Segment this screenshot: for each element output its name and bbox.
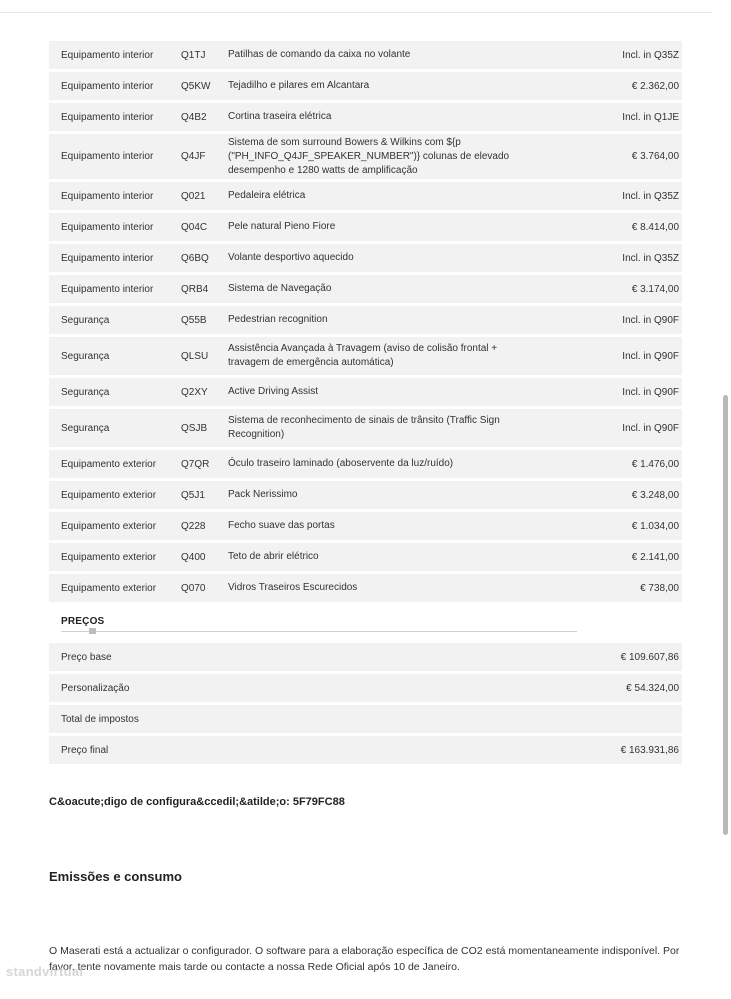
prices-divider-marker xyxy=(89,628,96,634)
option-row xyxy=(49,450,682,478)
emissions-section-title: Emissões e consumo xyxy=(49,869,182,884)
scrollbar-track[interactable] xyxy=(721,0,731,999)
option-description: Pedestrian recognition xyxy=(228,314,328,325)
option-price: € 8.414,00 xyxy=(631,221,679,233)
price-value: € 54.324,00 xyxy=(626,682,679,694)
option-category: Equipamento interior xyxy=(61,190,154,202)
option-code: Q228 xyxy=(181,520,206,532)
option-price: € 2.362,00 xyxy=(631,80,679,92)
option-code: Q4B2 xyxy=(181,111,207,123)
price-row xyxy=(49,705,682,733)
option-price: Incl. in Q90F xyxy=(622,386,679,398)
option-price: Incl. in Q35Z xyxy=(622,190,679,202)
option-category: Equipamento interior xyxy=(61,80,154,92)
price-label: Personalização xyxy=(61,682,130,694)
option-price: € 738,00 xyxy=(640,582,679,594)
top-divider xyxy=(0,0,712,13)
configuration-code: C&oacute;digo de configura&ccedil;&atilde;o: 5F79FC88 xyxy=(49,796,345,808)
option-category: Equipamento interior xyxy=(61,151,154,162)
price-row xyxy=(49,736,682,764)
price-label: Total de impostos xyxy=(61,713,139,725)
option-code: Q55B xyxy=(181,314,207,326)
option-price: € 3.248,00 xyxy=(631,489,679,501)
option-code: QRB4 xyxy=(181,283,209,295)
option-code: Q5KW xyxy=(181,80,211,92)
option-description: Sistema de som surround Bowers & Wilkins com ${p ("PH_INFO_Q4JF_SPEAKER_NUMBER")} colunas de elevado desempenho e 1280 watts de amplificação xyxy=(228,136,510,176)
option-row xyxy=(49,378,682,406)
option-category: Segurança xyxy=(61,350,110,362)
option-description: Fecho suave das portas xyxy=(228,520,335,531)
option-price: Incl. in Q35Z xyxy=(622,252,679,264)
option-row xyxy=(49,244,682,272)
option-price: € 2.141,00 xyxy=(631,551,679,563)
option-category: Segurança xyxy=(61,386,110,398)
option-row xyxy=(49,337,682,375)
prices-table xyxy=(49,643,682,767)
prices-section-title: PREÇOS xyxy=(61,616,105,627)
price-label: Preço final xyxy=(61,744,109,756)
option-price: Incl. in Q35Z xyxy=(622,49,679,61)
option-description: Volante desportivo aquecido xyxy=(228,252,354,263)
option-category: Equipamento exterior xyxy=(61,489,157,501)
option-category: Equipamento interior xyxy=(61,111,154,123)
price-label: Preço base xyxy=(61,651,112,663)
option-description: Patilhas de comando da caixa no volante xyxy=(228,49,411,60)
option-price: € 1.034,00 xyxy=(631,520,679,532)
option-description: Sistema de Navegação xyxy=(228,283,332,294)
option-row xyxy=(49,275,682,303)
option-code: Q6BQ xyxy=(181,252,209,264)
option-row xyxy=(49,512,682,540)
option-description: Teto de abrir elétrico xyxy=(228,551,319,562)
option-category: Equipamento exterior xyxy=(61,551,157,563)
option-category: Segurança xyxy=(61,422,110,434)
option-price: Incl. in Q1JE xyxy=(622,111,679,123)
option-category: Equipamento exterior xyxy=(61,458,157,470)
option-code: Q4JF xyxy=(181,151,206,162)
option-row xyxy=(49,543,682,571)
options-table xyxy=(49,41,682,605)
option-description: Cortina traseira elétrica xyxy=(228,111,332,122)
option-row xyxy=(49,574,682,602)
option-row xyxy=(49,134,682,179)
option-category: Equipamento exterior xyxy=(61,520,157,532)
option-description: Vidros Traseiros Escurecidos xyxy=(228,582,358,593)
option-category: Equipamento exterior xyxy=(61,582,157,594)
price-row xyxy=(49,643,682,671)
emissions-notice: O Maserati está a actualizar o configurador. O software para a elaboração específica de CO2 está momentaneamente indisponível. Por favor, tente novamente mais tarde ou contacte a nossa Rede Oficial após 10 de Janeiro. xyxy=(49,945,680,973)
option-price: € 3.764,00 xyxy=(631,151,679,162)
option-price: Incl. in Q90F xyxy=(622,422,679,434)
option-row xyxy=(49,481,682,509)
option-description: Sistema de reconhecimento de sinais de trânsito (Traffic Sign Recognition) xyxy=(228,415,500,440)
option-row xyxy=(49,72,682,100)
option-description: Assistência Avançada à Travagem (aviso de colisão frontal + travagem de emergência automática) xyxy=(228,343,498,368)
price-value: € 109.607,86 xyxy=(620,651,679,663)
option-row xyxy=(49,41,682,69)
option-code: Q04C xyxy=(181,221,208,233)
option-price: Incl. in Q90F xyxy=(622,350,679,362)
option-row xyxy=(49,182,682,210)
option-row xyxy=(49,213,682,241)
option-category: Equipamento interior xyxy=(61,221,154,233)
option-code: QLSU xyxy=(181,350,209,362)
option-category: Segurança xyxy=(61,314,110,326)
price-row xyxy=(49,674,682,702)
option-category: Equipamento interior xyxy=(61,283,154,295)
option-description: Óculo traseiro laminado (aboservente da luz/ruído) xyxy=(228,458,454,469)
option-category: Equipamento interior xyxy=(61,49,154,61)
option-code: Q2XY xyxy=(181,386,208,398)
option-code: QSJB xyxy=(181,422,208,434)
option-price: € 3.174,00 xyxy=(631,283,679,295)
scrollbar-thumb[interactable] xyxy=(723,395,728,835)
option-code: Q021 xyxy=(181,190,206,202)
option-price: € 1.476,00 xyxy=(631,458,679,470)
option-code: Q400 xyxy=(181,551,206,563)
option-code: Q070 xyxy=(181,582,206,594)
option-category: Equipamento interior xyxy=(61,252,154,264)
option-row xyxy=(49,103,682,131)
price-value: € 163.931,86 xyxy=(620,744,679,756)
option-description: Pele natural Pieno Fiore xyxy=(228,221,336,232)
option-description: Pedaleira elétrica xyxy=(228,190,306,201)
option-price: Incl. in Q90F xyxy=(622,314,679,326)
option-code: Q1TJ xyxy=(181,49,206,61)
option-description: Tejadilho e pilares em Alcantara xyxy=(228,80,370,91)
option-code: Q7QR xyxy=(181,458,210,470)
option-description: Active Driving Assist xyxy=(228,386,319,397)
option-description: Pack Nerissimo xyxy=(228,489,298,500)
option-code: Q5J1 xyxy=(181,489,205,501)
watermark-logo: standvirtual xyxy=(6,964,84,979)
option-row xyxy=(49,409,682,447)
option-row xyxy=(49,306,682,334)
prices-divider xyxy=(61,631,577,632)
